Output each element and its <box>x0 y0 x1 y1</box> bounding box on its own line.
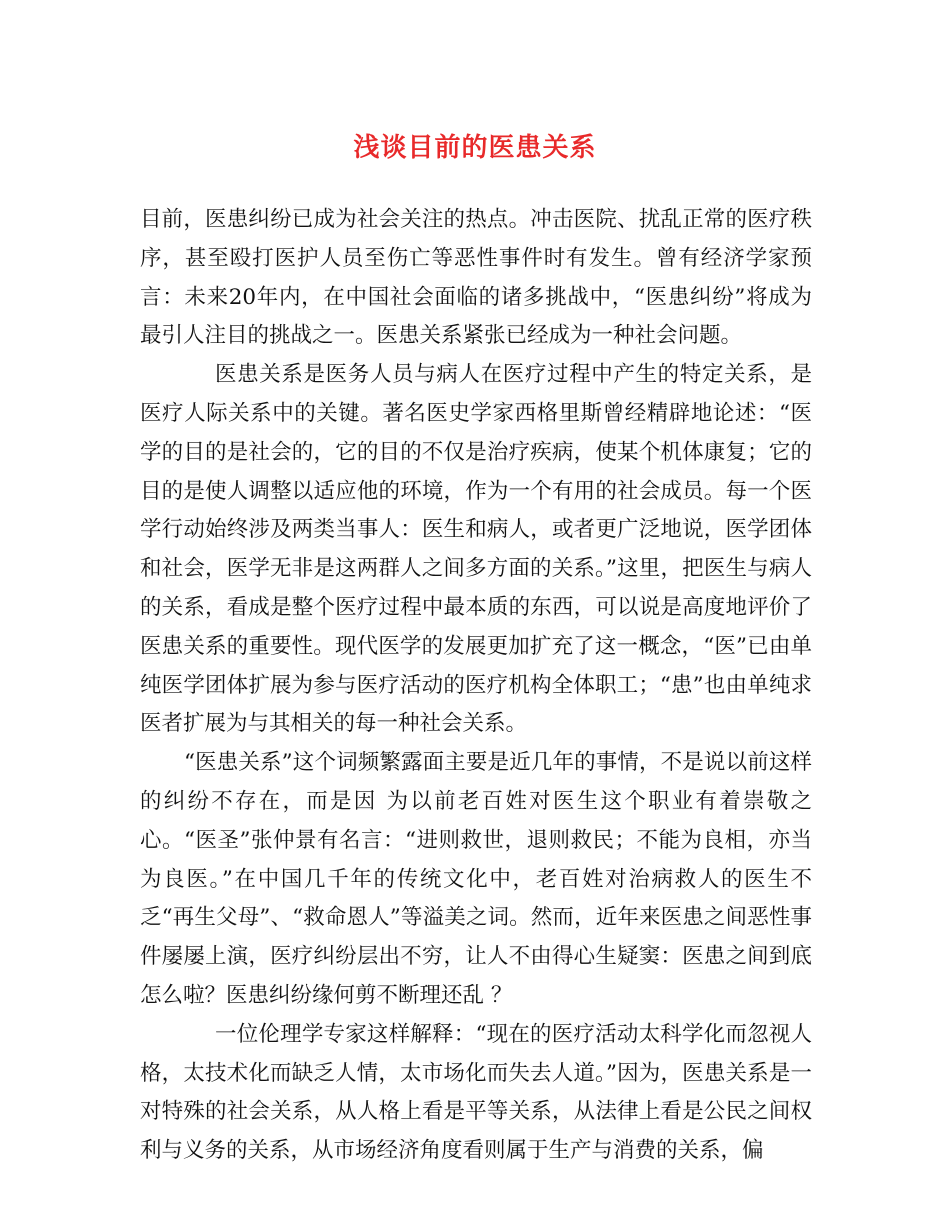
paragraph-3: “医患关系”这个词频繁露面主要是近几年的事情，不是说以前这样的纠纷不存在，而是因 为以前老百姓对医生这个职业有着崇敬之心。“医圣”张仲景有名言：“进则救世，退则救民；不能为良相，亦当为良医。”在中国几千年的传统文化中，老百姓对治病救人的医生不乏“再生父母”、“救命恩人”等溢美之词。然而，近年来医患之间恶性事件屡屡上演，医疗纠纷层出不穷，让人不由得心生疑窦：医患之间到底怎么啦？医患纠纷缘何剪不断理还乱 ？ <box>140 750 812 1008</box>
document-body <box>140 201 812 1171</box>
document-title: 浅谈目前的医患关系 <box>353 133 597 163</box>
paragraph-1: 目前，医患纠纷已成为社会关注的热点。冲击医院、扰乱正常的医疗秩序，甚至殴打医护人员至伤亡等恶性事件时有发生。曾有经济学家预言：未来20年内，在中国社会面临的诸多挑战中，“医患纠纷”将成为最引人注目的挑战之一。医患关系紧张已经成为一种社会问题。 <box>140 207 812 349</box>
paragraph-2: 医患关系是医务人员与病人在医疗过程中产生的特定关系，是医疗人际关系中的关键。著名医史学家西格里斯曾经精辟地论述：“医学的目的是社会的，它的目的不仅是治疗疾病，使某个机体康复；它的目的是使人调整以适应他的环境，作为一个有用的社会成员。每一个医学行动始终涉及两类当事人：医生和病人，或者更广泛地说，医学团体和社会，医学无非是这两群人之间多方面的关系。”这里，把医生与病人的关系，看成是整个医疗过程中最本质的东西，可以说是高度地评价了医患关系的重要性。现代医学的发展更加扩充了这一概念，“医”已由单纯医学团体扩展为参与医疗活动的医疗机构全体职工；“患”也由单纯求医者扩展为与其相关的每一种社会关系。 <box>140 362 812 737</box>
paragraph-4: 一位伦理学专家这样解释：“现在的医疗活动太科学化而忽视人格，太技术化而缺乏人情，太市场化而失去人道。”因为，医患关系是一对特殊的社会关系，从人格上看是平等关系，从法律上看是公民之间权利与义务的关系，从市场经济角度看则属于生产与消费的关系，偏 <box>140 1021 812 1164</box>
